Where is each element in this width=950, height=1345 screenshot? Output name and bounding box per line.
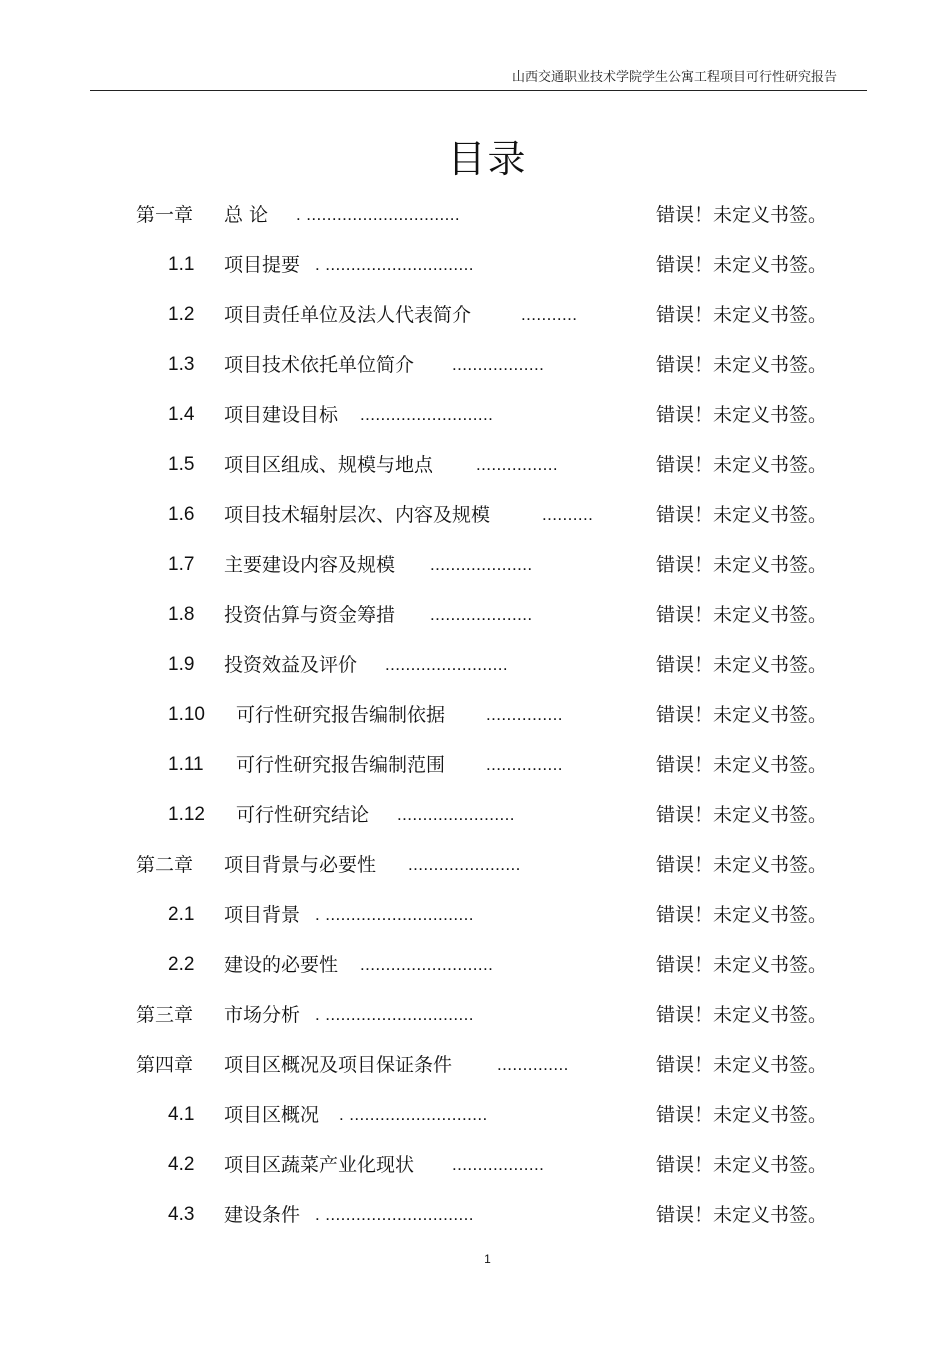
toc-entry-leader-dots: . ............................. <box>315 255 474 274</box>
toc-entry-leader-dots: ....................... <box>397 805 515 824</box>
toc-entry-number: 1.2 <box>168 304 195 325</box>
toc-entry-page-ref: 错误！未定义书签。 <box>656 954 828 976</box>
toc-entry-page-ref: 错误！未定义书签。 <box>656 454 828 476</box>
toc-entry-number: 1.8 <box>168 604 195 625</box>
toc-entry-page-ref: 错误！未定义书签。 <box>656 354 828 376</box>
toc-entry[interactable] <box>0 298 950 332</box>
toc-entry[interactable] <box>0 948 950 982</box>
toc-entry-leader-dots: . ............................. <box>315 1205 474 1224</box>
toc-entry-label: 总 论 <box>224 204 269 226</box>
toc-entry-number: 4.2 <box>168 1154 195 1175</box>
toc-entry-page-ref: 错误！未定义书签。 <box>656 904 828 926</box>
toc-entry-number: 1.6 <box>168 504 195 525</box>
toc-entry-leader-dots: .................... <box>430 605 533 624</box>
toc-entry-number: 1.5 <box>168 454 195 475</box>
page-number: 1 <box>484 1252 491 1266</box>
toc-entry-page-ref: 错误！未定义书签。 <box>656 1104 828 1126</box>
toc-entry-page-ref: 错误！未定义书签。 <box>656 254 828 276</box>
toc-entry-label: 建设条件 <box>224 1204 301 1226</box>
toc-entry[interactable] <box>0 798 950 832</box>
toc-entry-leader-dots: . ............................. <box>315 905 474 924</box>
toc-entry-label: 项目责任单位及法人代表简介 <box>224 304 472 326</box>
toc-entry-number: 第四章 <box>136 1054 194 1076</box>
toc-entry-page-ref: 错误！未定义书签。 <box>656 1054 828 1076</box>
toc-entry-label: 项目技术依托单位简介 <box>224 354 415 376</box>
toc-entry-label: 可行性研究报告编制范围 <box>236 754 446 776</box>
toc-entry-number: 1.10 <box>168 704 205 725</box>
toc-entry[interactable] <box>0 1198 950 1232</box>
toc-entry[interactable] <box>0 548 950 582</box>
toc-entry-page-ref: 错误！未定义书签。 <box>656 604 828 626</box>
toc-entry-number: 第三章 <box>136 1004 194 1026</box>
toc-entry-leader-dots: ............... <box>486 755 563 774</box>
toc-entry-number: 4.1 <box>168 1104 195 1125</box>
toc-entry-label: 项目建设目标 <box>224 404 339 426</box>
toc-entry-page-ref: 错误！未定义书签。 <box>656 404 828 426</box>
toc-entry-page-ref: 错误！未定义书签。 <box>656 1204 828 1226</box>
toc-entry[interactable] <box>0 748 950 782</box>
toc-entry-page-ref: 错误！未定义书签。 <box>656 1004 828 1026</box>
toc-entry[interactable] <box>0 398 950 432</box>
toc-entry-label: 建设的必要性 <box>224 954 339 976</box>
toc-entry[interactable] <box>0 1098 950 1132</box>
toc-entry-label: 项目区概况 <box>224 1104 320 1126</box>
toc-entry[interactable] <box>0 1148 950 1182</box>
toc-entry[interactable] <box>0 698 950 732</box>
toc-entry[interactable] <box>0 348 950 382</box>
toc-entry-number: 1.4 <box>168 404 195 425</box>
toc-entry-leader-dots: ...................... <box>408 855 521 874</box>
toc-entry-page-ref: 错误！未定义书签。 <box>656 304 828 326</box>
toc-entry-label: 项目区组成、规模与地点 <box>224 454 434 476</box>
toc-entry-number: 2.2 <box>168 954 195 975</box>
toc-entry-page-ref: 错误！未定义书签。 <box>656 654 828 676</box>
toc-entry[interactable] <box>0 898 950 932</box>
toc-entry[interactable] <box>0 1048 950 1082</box>
toc-entry-label: 项目背景 <box>224 904 301 926</box>
toc-entry-leader-dots: . ............................. <box>315 1005 474 1024</box>
toc-entry-leader-dots: .................. <box>452 355 545 374</box>
toc-entry-number: 1.3 <box>168 354 195 375</box>
toc-entry-label: 项目背景与必要性 <box>224 854 377 876</box>
toc-entry-page-ref: 错误！未定义书签。 <box>656 854 828 876</box>
toc-entry-label: 市场分析 <box>224 1004 301 1026</box>
toc-entry-number: 第二章 <box>136 854 194 876</box>
toc-entry-leader-dots: . ........................... <box>339 1105 488 1124</box>
toc-entry-number: 1.11 <box>168 754 204 775</box>
toc-entry-label: 投资效益及评价 <box>224 654 358 676</box>
toc-entry-leader-dots: ............... <box>486 705 563 724</box>
toc-entry-label: 主要建设内容及规模 <box>224 554 396 576</box>
toc-entry[interactable] <box>0 498 950 532</box>
toc-entry[interactable] <box>0 198 950 232</box>
toc-entry-leader-dots: ........... <box>521 305 578 324</box>
toc-entry-leader-dots: .......... <box>542 505 594 524</box>
toc-entry-number: 第一章 <box>136 204 194 226</box>
toc-entry-page-ref: 错误！未定义书签。 <box>656 804 828 826</box>
toc-entry[interactable] <box>0 998 950 1032</box>
toc-entry-page-ref: 错误！未定义书签。 <box>656 204 828 226</box>
toc-entry-page-ref: 错误！未定义书签。 <box>656 554 828 576</box>
toc-entry-label: 可行性研究报告编制依据 <box>236 704 446 726</box>
toc-entry-leader-dots: ................ <box>476 455 558 474</box>
toc-entry-label: 投资估算与资金筹措 <box>224 604 396 626</box>
toc-entry-leader-dots: ........................ <box>385 655 508 674</box>
toc-entry-leader-dots: .................... <box>430 555 533 574</box>
toc-entry-number: 1.12 <box>168 804 205 825</box>
toc-entry-label: 项目技术辐射层次、内容及规模 <box>224 504 491 526</box>
toc-entry-leader-dots: .............. <box>497 1055 569 1074</box>
header-title: 山西交通职业技术学院学生公寓工程项目可行性研究报告 <box>511 70 837 85</box>
toc-entry-page-ref: 错误！未定义书签。 <box>656 504 828 526</box>
toc-entry-label: 可行性研究结论 <box>236 804 370 826</box>
toc-entry-label: 项目区蔬菜产业化现状 <box>224 1154 415 1176</box>
toc-entry-number: 1.7 <box>168 554 195 575</box>
toc-entry[interactable] <box>0 248 950 282</box>
toc-entry-label: 项目提要 <box>224 254 301 276</box>
toc-entry-page-ref: 错误！未定义书签。 <box>656 1154 828 1176</box>
toc-entry-leader-dots: .................. <box>452 1155 545 1174</box>
toc-entry-page-ref: 错误！未定义书签。 <box>656 704 828 726</box>
toc-entry[interactable] <box>0 848 950 882</box>
toc-entry-page-ref: 错误！未定义书签。 <box>656 754 828 776</box>
toc-entry-leader-dots: . .............................. <box>296 205 460 224</box>
toc-entry[interactable] <box>0 598 950 632</box>
toc-title: 目录 <box>447 137 528 181</box>
toc-entry-leader-dots: .......................... <box>360 405 494 424</box>
toc-entry-number: 1.1 <box>168 254 195 275</box>
toc-entry[interactable] <box>0 448 950 482</box>
toc-entry-number: 4.3 <box>168 1204 195 1225</box>
toc-entry-number: 2.1 <box>168 904 195 925</box>
toc-entry-number: 1.9 <box>168 654 195 675</box>
toc-entry-label: 项目区概况及项目保证条件 <box>224 1054 453 1076</box>
toc-entry[interactable] <box>0 648 950 682</box>
toc-entry-leader-dots: .......................... <box>360 955 494 974</box>
